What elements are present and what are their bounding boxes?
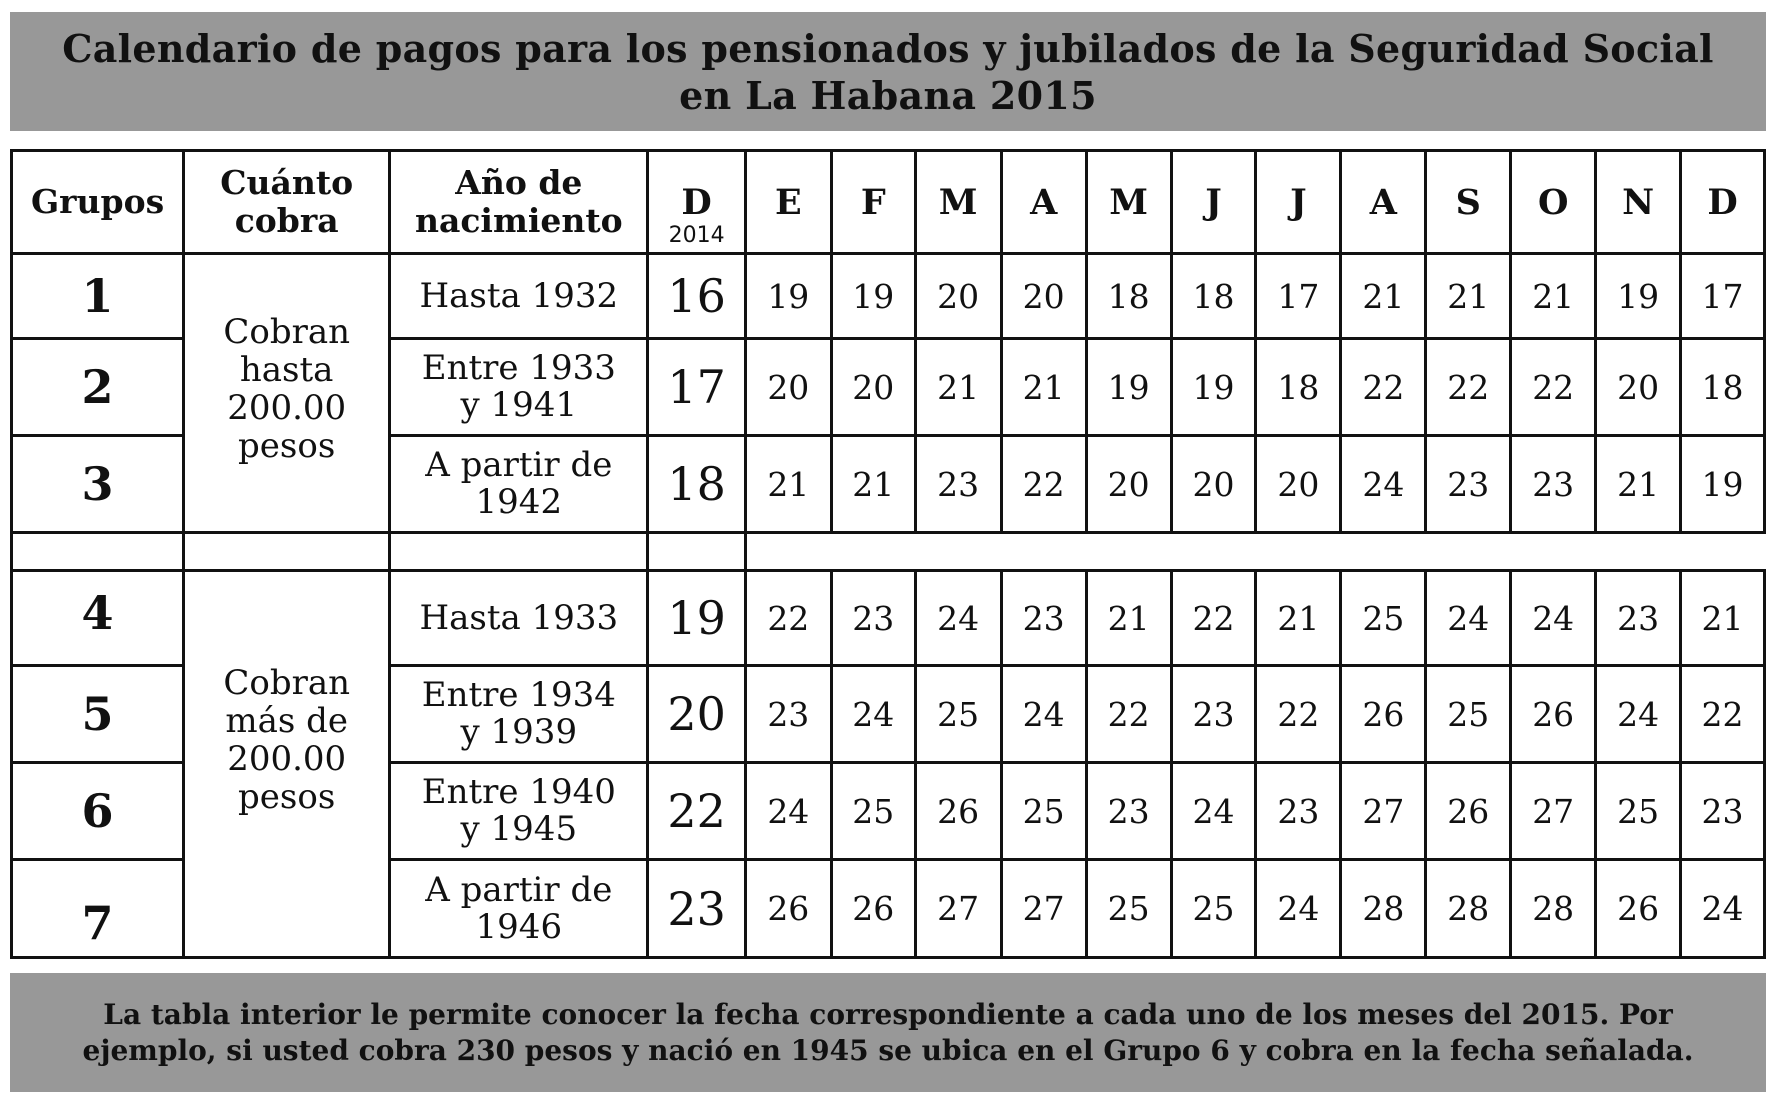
month-day: 27: [1001, 860, 1086, 958]
col-header-month: A: [1001, 151, 1086, 254]
col-header-anio: [390, 151, 648, 254]
grupo-number: 7: [12, 860, 184, 958]
cuanto-line: hasta: [239, 350, 334, 390]
month-day: 22: [1001, 436, 1086, 533]
anio-line-1: A partir de: [425, 869, 613, 910]
grupo-number: 3: [12, 436, 184, 533]
month-day: 24: [1681, 860, 1765, 958]
dec-2014-day: 23: [648, 860, 745, 958]
anio-line-2: y 1941: [460, 385, 578, 426]
anio-line-2: y 1945: [460, 809, 578, 850]
col-header-dec-2014: [648, 151, 745, 254]
month-day: 21: [1596, 436, 1681, 533]
month-day: 18: [1256, 339, 1341, 436]
payment-calendar-table: [10, 149, 1766, 959]
month-day: 26: [1341, 666, 1426, 763]
cuanto-mas-de-200: [184, 570, 390, 957]
grupo-number: 4: [12, 570, 184, 666]
month-day: 19: [831, 254, 915, 339]
col-header-month: J: [1256, 151, 1341, 254]
month-day: 18: [1681, 339, 1765, 436]
anio-nacimiento: [390, 763, 648, 860]
month-day: 21: [1341, 254, 1426, 339]
dec-2014-day: 20: [648, 666, 745, 763]
anio-line-1: A partir de: [425, 445, 613, 486]
col-header-month: E: [745, 151, 831, 254]
anio-nacimiento: [390, 860, 648, 958]
dec-2014-day: 22: [648, 763, 745, 860]
anio-line-2: 1946: [475, 906, 563, 947]
month-day: 21: [1256, 570, 1341, 666]
month-day: 25: [1171, 860, 1256, 958]
month-day: 17: [1681, 254, 1765, 339]
month-day: 24: [1596, 666, 1681, 763]
month-day: 24: [1001, 666, 1086, 763]
footer-line-2: ejemplo, si usted cobra 230 pesos y nació en 1945 se ubica en el Grupo 6 y cobra en la fecha señalada.: [82, 1033, 1694, 1067]
month-day: 21: [831, 436, 915, 533]
cuanto-line: 200.00: [227, 388, 347, 428]
month-day: 23: [1086, 763, 1171, 860]
month-day: 19: [1596, 254, 1681, 339]
month-day: 21: [1511, 254, 1596, 339]
month-day: 23: [915, 436, 1001, 533]
table-row: [12, 254, 1765, 339]
dec-2014-day: 18: [648, 436, 745, 533]
anio-header-line-1: Año de: [455, 163, 583, 202]
month-day: 18: [1086, 254, 1171, 339]
header-row: [12, 151, 1765, 254]
cuanto-hasta-200: [184, 254, 390, 533]
month-day: 19: [1681, 436, 1765, 533]
month-day: 20: [1256, 436, 1341, 533]
month-day: 20: [1086, 436, 1171, 533]
col-header-month: M: [1086, 151, 1171, 254]
spacer-row: [12, 533, 1765, 571]
cuanto-header-line-1: Cuánto: [220, 163, 354, 202]
month-day: 22: [1511, 339, 1596, 436]
dec-prev-letter: D: [681, 182, 712, 223]
col-header-month: A: [1341, 151, 1426, 254]
month-day: 22: [1171, 570, 1256, 666]
month-day: 17: [1256, 254, 1341, 339]
dec-prev-year: 2014: [668, 223, 725, 248]
cuanto-line: pesos: [238, 776, 336, 817]
month-day: 22: [1341, 339, 1426, 436]
cuanto-line: pesos: [238, 426, 336, 466]
month-day: 25: [831, 763, 915, 860]
col-header-grupos: Grupos: [12, 151, 184, 254]
month-day: 20: [831, 339, 915, 436]
month-day: 25: [1596, 763, 1681, 860]
month-day: 28: [1341, 860, 1426, 958]
month-day: 26: [745, 860, 831, 958]
month-day: 20: [1596, 339, 1681, 436]
month-day: 20: [1001, 254, 1086, 339]
month-day: 23: [1681, 763, 1765, 860]
month-day: 23: [1596, 570, 1681, 666]
col-header-month: O: [1511, 151, 1596, 254]
cuanto-line: 200.00: [227, 738, 347, 779]
month-day: 26: [831, 860, 915, 958]
month-day: 23: [1171, 666, 1256, 763]
month-day: 26: [1596, 860, 1681, 958]
month-day: 25: [1086, 860, 1171, 958]
col-header-month: F: [831, 151, 915, 254]
col-header-month: N: [1596, 151, 1681, 254]
month-day: 25: [1001, 763, 1086, 860]
month-day: 22: [1256, 666, 1341, 763]
grupo-number: 1: [12, 254, 184, 339]
col-header-month: D: [1681, 151, 1765, 254]
month-day: 23: [1001, 570, 1086, 666]
month-day: 23: [1256, 763, 1341, 860]
month-day: 27: [915, 860, 1001, 958]
month-day: 24: [1341, 436, 1426, 533]
month-day: 26: [1426, 763, 1511, 860]
month-day: 19: [1086, 339, 1171, 436]
month-day: 21: [1681, 570, 1765, 666]
cuanto-line: Cobran: [223, 662, 350, 703]
anio-line-1: Hasta 1933: [419, 597, 619, 638]
anio-line-2: 1942: [475, 482, 563, 523]
month-day: 22: [1426, 339, 1511, 436]
spacer-cell: [390, 533, 648, 571]
grupo-number: 6: [12, 763, 184, 860]
month-day: 23: [831, 570, 915, 666]
anio-line-1: Entre 1934: [421, 675, 616, 716]
month-day: 24: [1511, 570, 1596, 666]
footer-line-1: La tabla interior le permite conocer la fecha correspondiente a cada uno de los meses del 2015. Por: [103, 997, 1673, 1031]
title-line-2: en La Habana 2015: [679, 72, 1097, 118]
month-day: 25: [1426, 666, 1511, 763]
anio-nacimiento: [390, 436, 648, 533]
footer-note: [83, 997, 1694, 1069]
anio-line-1: Hasta 1932: [419, 275, 619, 316]
month-day: 26: [1511, 666, 1596, 763]
table-row: [12, 570, 1765, 666]
title-line-1: Calendario de pagos para los pensionados y jubilados de la Seguridad Social: [62, 25, 1714, 71]
anio-line-1: Entre 1933: [421, 348, 616, 389]
month-day: 24: [1256, 860, 1341, 958]
anio-header-line-2: nacimiento: [414, 201, 623, 240]
anio-nacimiento: [390, 254, 648, 339]
month-day: 20: [915, 254, 1001, 339]
month-day: 27: [1511, 763, 1596, 860]
anio-line-1: Entre 1940: [421, 772, 616, 813]
month-day: 23: [745, 666, 831, 763]
dec-2014-day: 16: [648, 254, 745, 339]
grupo-number: 2: [12, 339, 184, 436]
anio-nacimiento: [390, 570, 648, 666]
col-header-month: M: [915, 151, 1001, 254]
month-day: 24: [1171, 763, 1256, 860]
cuanto-line: Cobran: [223, 312, 350, 352]
anio-nacimiento: [390, 666, 648, 763]
month-day: 25: [915, 666, 1001, 763]
month-day: 22: [1681, 666, 1765, 763]
month-day: 28: [1426, 860, 1511, 958]
month-day: 21: [1001, 339, 1086, 436]
month-day: 26: [915, 763, 1001, 860]
month-day: 19: [1171, 339, 1256, 436]
dec-2014-day: 19: [648, 570, 745, 666]
month-day: 20: [1171, 436, 1256, 533]
spacer-cell: [12, 533, 184, 571]
spacer-cell: [648, 533, 745, 571]
month-day: 23: [1511, 436, 1596, 533]
month-day: 21: [745, 436, 831, 533]
month-day: 27: [1341, 763, 1426, 860]
month-day: 19: [745, 254, 831, 339]
month-day: 22: [1086, 666, 1171, 763]
spacer-cell: [184, 533, 390, 571]
month-day: 21: [1086, 570, 1171, 666]
month-day: 21: [1426, 254, 1511, 339]
month-day: 23: [1426, 436, 1511, 533]
month-day: 24: [915, 570, 1001, 666]
month-day: 25: [1341, 570, 1426, 666]
col-header-month: S: [1426, 151, 1511, 254]
cuanto-line: más de: [225, 700, 348, 741]
cuanto-header-line-2: cobra: [234, 201, 339, 240]
month-day: 20: [745, 339, 831, 436]
page-title: [62, 25, 1714, 119]
spacer-cell: [745, 533, 1764, 571]
col-header-month: J: [1171, 151, 1256, 254]
col-header-cuanto: [184, 151, 390, 254]
grupo-number: 5: [12, 666, 184, 763]
month-day: 18: [1171, 254, 1256, 339]
month-day: 22: [745, 570, 831, 666]
month-day: 24: [745, 763, 831, 860]
month-day: 28: [1511, 860, 1596, 958]
month-day: 24: [831, 666, 915, 763]
anio-nacimiento: [390, 339, 648, 436]
month-day: 21: [915, 339, 1001, 436]
anio-line-2: y 1939: [460, 712, 578, 753]
dec-2014-day: 17: [648, 339, 745, 436]
month-day: 24: [1426, 570, 1511, 666]
title-banner: [10, 12, 1766, 131]
footer-note-banner: [10, 973, 1766, 1092]
